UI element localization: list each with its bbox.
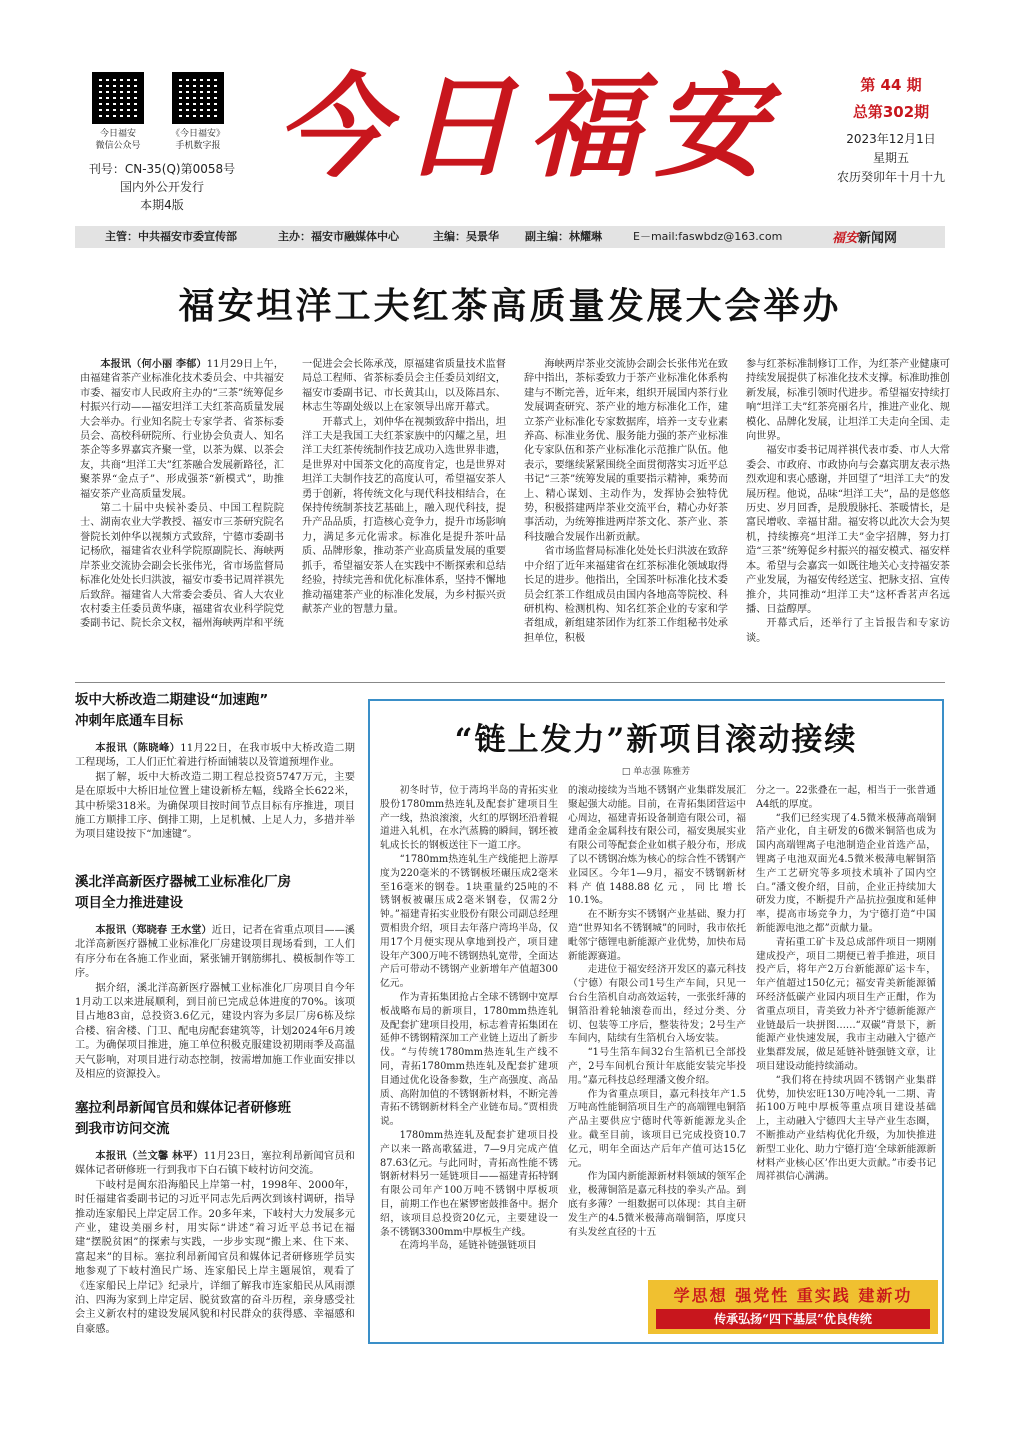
featured-p4: 1780mm热连轧及配套扩建项目投产以来一路高歌猛进，7—9月完成产值87.63亿元。与此同时，青拓高性能不锈钢新材料另一延链项目——福建青拓特钢有限公司年产100万吨不锈钢中厚板项目，前期工作也在紧锣密鼓推备中。据介绍，该项目总投资20亿元，主要建设一条不锈钢3300mm中厚板生产线。 [380,1129,558,1238]
main-headline: 福安坦洋工夫红茶高质量发展大会举办 [178,286,842,327]
side-news-1-body [75,742,355,843]
main-story-col2 [302,358,506,617]
side-news-3-body [75,1150,355,1337]
featured-p3: 作为青拓集团抢占全球不锈钢中宽厚板战略布局的新项目，1780mm热连轧及配套扩建项目投用，标志着青拓集团在延伸不锈钢精深加工产业链上迈出了新步伐。“与传统1780mm热连轧生产线不同，青拓1780mm热连轧及配套扩建项目通过优化设备参数，生产高强度、高品质、高附加值的不锈钢新材料，不断完善青拓不锈钢新材料全产业链布局。”贾相贵说。 [380,991,558,1128]
featured-p7: 在不断夯实不锈钢产业基础、聚力打造“世界知名不锈钢城”的同时，我市依托毗邻宁德锂电新能源产业优势，加快布局新能源赛道。 [568,909,746,962]
side-news-3-p2: 下岐村是闽东沿海船民上岸第一村，1998年、2000年，时任福建省委副书记的习近平同志先后两次到该村调研，指导推动连家船民上岸定居工作。20多年来，下岐村大力发展多元产业，建设美丽乡村，用实际“讲述”着习近平总书记在福建“摆脱贫困”的探索与实践，一步步实现“搬上来、住下来、富起来”的目标。塞拉利昂新闻官员和媒体记者研修班学员实地参观了下岐村渔民广场、连家船民上岸主题展馆，观看了《连家船民上岸记》纪录片，详细了解我市连家船民从风雨漂泊、四海为家到上岸定居、脱贫致富的奋斗历程，亲身感受社会主义新农村的建设发展风貌和村民群众的获得感、幸福感和自豪感。 [75,1179,355,1335]
side-news-1-title [75,690,355,732]
qr2-caption [160,128,236,152]
main-story-p1: 11月29日上午，由福建省茶产业标准化技术委员会、中共福安市委、福安市人民政府主办的“三茶”统筹促乡村振兴行动——福安坦洋工夫红茶高质量发展大会举办。行业知名院士专家学者、省茶标委员会、高校科研院所、行业协会负责人、知名茶企等多界嘉宾齐聚一堂，以茶为媒、以茶会友，共商“坦洋工夫”红茶融合发展新路径，汇聚茶界“金点子”、形成强茶“新模式”，助推福安茶产业高质量发展。 [80,359,284,500]
deputy-editor-label: 副主编：林耀琳 [525,230,602,243]
publication-number: 刊号：CN-35(Q)第0058号 [88,162,236,176]
main-story-col3 [524,358,728,646]
main-story-p5: 海峡两岸茶业交流协会副会长张伟光在致辞中指出，茶标委致力于茶产业标准化体系构建与不断完善，近年来，组织开展国内茶行业发展调查研究、茶产业的地方标准化工作，建立茶产业标准化专家数据库，培养一支专业素养高、标准业务优、服务能力强的茶产业标准化专家队伍和茶产业标准化示范推广队伍。他表示，要继续紧紧围绕全面贯彻落实习近平总书记“三茶”统筹发展的重要指示精神，乘势而上、精心谋划、主动作为，发挥协会独特优势，积极搭建两岸茶业交流平台，精心办好茶事活动，为统筹推进两岸茶文化、茶产业、茶科技融合发展作出新贡献。 [524,359,728,543]
side-news-1-p1: 11月22日，在我市坂中大桥改造二期工程现场，工人们正忙着进行桥面铺装以及管道预埋作业。 [75,743,355,769]
featured-p8: 走进位于福安经济开发区的嘉元科技（宁德）有限公司1号生产车间，只见一台台生箔机自动高效运转，一张张纤薄的铜箔沿着轮轴滚卷而出，经过分类、分切、包装等工序后，整装待发；2号生产车间内，陆续有生箔机台入场安装。 [568,964,746,1045]
side-news-3-tag: 本报讯（兰文馨 林平） [95,1151,204,1162]
masthead-logo: 今日福安 [276,62,780,193]
slogan-banner [648,1280,938,1334]
side-news-2-tag: 本报讯（郑晓春 王水堂） [95,925,212,936]
main-story-p7: 参与红茶标准制修订工作，为红茶产业健康可持续发展提供了标准化技术支撑。标准助推创新发展，标准引领时代进步。希望福安持续打响“坦洋工夫”红茶亮丽名片，推进产业化、规模化、品牌化发展，让坦洋工夫走向全国、走向世界。 [746,359,950,443]
featured-p6: 的滚动接续为当地不锈钢产业集群发展汇聚起强大动能。目前，在青拓集团营运中心周边，福建青拓设备制造有限公司，福建甬金金属科技有限公司，福安奥展实业有限公司等配套企业如棋子般分布，形成了以不锈钢冶炼为核心的综合性不锈钢产业园区。今年1—9月，福安不锈钢新材料产值1488.88亿元，同比增长10.1%。 [568,785,746,907]
section-divider [75,682,945,683]
digital-paper-qr-code [172,72,224,124]
side-news-1 [75,690,355,843]
featured-p5: 在湾坞半岛，延链补链强链项目 [399,1240,537,1252]
side-news-2-body [75,924,355,1082]
side-news-3 [75,1098,355,1337]
featured-p2: “1780mm热连轧生产线能把上游厚度为220毫米的不锈钢板坯碾压成2毫米至16毫米的钢卷。1块重量约25吨的不锈钢板被碾压成2毫米钢卷，仅需2分钟。”福建青拓实业股份有限公司副总经理贾相贵介绍，项目去年落户湾坞半岛，仅用17个月便实现从拿地到投产，项目建设年产300万吨不锈钢热轧宽带，全面达产后可带动不锈钢产业新增年产值超300亿元。 [380,853,558,990]
side-news-1-tag: 本报讯（陈晓峰） [95,743,181,754]
publication-info [82,160,242,214]
issue-info [826,74,956,187]
slogan-line2: 传承弘扬“四下基层”优良传统 [656,1309,930,1329]
distribution-note: 国内外公开发行 [119,180,204,194]
qr2-caption-line1: 《今日福安》 [170,129,225,139]
news-net-logo-text: 新闻网 [858,231,898,246]
side-news-3-p1: 11月23日，塞拉利昂新闻官员和媒体记者研修班一行到我市下白石镇下岐村访问交流。 [75,1151,355,1177]
host-label: 主办：福安市融媒体中心 [278,230,399,243]
editor-label: 主编：吴景华 [433,230,499,243]
total-issue-number: 总第302期 [852,103,930,121]
featured-p9: “1号生箔车间32台生箔机已全部投产，2号车间机台预计年底能安装完毕投用。”嘉元科技总经理潘文俊介绍。 [568,1047,746,1086]
main-story-p2: 第二十届中央候补委员、中国工程院院士、湖南农业大学教授、福安市三茶研究院名誉院长刘仲华以视频方式致辞，宁德市委副书记杨欣，福建省农业科学院原副院长、海峡两岸茶业交流协会副会长张伟光，省市场监督局标准化处处长归洪波，福安市委书记周祥祺先后致辞。福建省人大常委会委员、省人大农业农村委主任委员黄华康，福建省农业科学院党委副书记、院长余文权，福州海峡两岸和平统 [80,503,284,630]
featured-p14: 青拓重工矿卡及总成部件项目一期刚建成投产，项目二期便已着手推进，项目投产后，将年产2万台新能源矿运卡车，年产值超过150亿元；福安青美新能源循环经济低碳产业园内项目生产正酣，作为省重点项目，青美致力补齐宁德新能源产业链最后一块拼图……“双碳”背景下，新能源产业快速发展，我市主动融入宁德产业集群发展，做足延链补链强链文章，让项目建设动能持续涌动。 [756,936,936,1072]
side-news-1-title-line1: 坂中大桥改造二期建设“加速跑” [75,692,269,708]
main-story-p6: 省市场监督局标准化处处长归洪波在致辞中介绍了近年来福建省在红茶标准化领域取得长足的进步。他指出，全国茶叶标准化技术委员会红茶工作组成员由国内各地高等院校、科研机构、检测机构、知名红茶企业的专家和学者组成，新组建茶团作为红茶工作组秘书处承担单位，积极 [524,546,728,644]
issue-number: 第 44 期 [860,76,922,94]
main-story-col1 [80,358,284,632]
qr1-caption-line2: 微信公众号 [95,141,141,151]
side-news-2-title-line2: 项目全力推进建设 [75,895,183,911]
side-news-2-title [75,872,355,914]
sponsor-label: 主管：中共福安市委宣传部 [105,230,237,243]
qr1-caption [80,128,156,152]
featured-p12: 分之一。22张叠在一起，相当于一张普通A4纸的厚度。 [756,785,936,810]
featured-p13: “我们已经实现了4.5微米极薄高端铜箔产业化，自主研发的6微米铜箔也成为国内高端锂离子电池制造企业首选产品，锂离子电池双面光4.5微米极薄电解铜箔生产工艺研究等多项技术填补了国内空白。”潘文俊介绍，目前，企业正持续加大研发力度，不断提升产品抗拉强度和延伸率，提高市场竞争力，为宁德打造“中国新能源电池之都”贡献力量。 [756,812,936,934]
news-net-logo-mark: 福安 [832,231,859,246]
side-news-3-title [75,1098,355,1140]
masthead-info-bar [75,226,945,248]
wechat-qr-code [92,72,144,124]
issue-date: 2023年12月1日 [846,132,936,146]
side-news-1-title-line2: 冲刺年底通车目标 [75,713,183,729]
featured-story-byline: □ 单志强 陈雅芳 [621,767,691,777]
side-news-2 [75,872,355,1082]
side-news-3-title-line1: 塞拉利昂新闻官员和媒体记者研修班 [75,1100,291,1116]
featured-p10: 作为省重点项目，嘉元科技年产1.5万吨高性能铜箔项目生产的高端锂电铜箔产品主要供应宁德时代等新能源龙头企业。截至目前，该项目已完成投资10.7亿元，明年全面达产后年产值可达15亿元。 [568,1088,746,1169]
featured-p11: 作为国内新能源新材料领域的领军企业，极薄铜箔是嘉元科技的拳头产品。到底有多薄？一组数据可以体现：其自主研发生产的4.5微米极薄高端铜箔，厚度只有头发丝直径的十五 [568,1171,746,1238]
side-news-2-title-line1: 溪北洋高新医疗器械工业标准化厂房 [75,874,291,890]
featured-story-title: “链上发力”新项目滚动接续 [454,722,858,758]
main-story-col4 [746,358,950,646]
qr2-caption-line2: 手机数字报 [175,141,221,151]
featured-col2 [568,784,746,1239]
main-story-p3: 一促进会会长陈承茂，原福建省质量技术监督局总工程师、省茶标委员会主任委员刘绍文，福安市委副书记、市长黄其山，以及陈昌东、林志生等副处级以上在家领导出席开幕式。 [302,359,506,414]
featured-col3 [756,784,936,1184]
main-story-p8: 福安市委书记周祥祺代表市委、市人大常委会、市政府、市政协向与会嘉宾朋友表示热烈欢迎和衷心感谢，并回望了“坦洋工夫”的发展历程。他说，品味“坦洋工夫”，品的是悠悠历史、岁月回香，是殷殷脉托、茶暖情长，是富民增收、幸福甘甜。福安将以此次大会为契机，持续擦亮“坦洋工夫”金字招牌，努力打造“三茶”统筹促乡村振兴的福安模式、福安样本。希望与会嘉宾一如既往地关心支持福安茶产业发展，为福安传经送宝、把脉支招、宣传推介，共同推动“坦洋工夫”这杯香茗声名远播、日益醇厚。 [746,445,950,615]
page-count: 本期4版 [140,198,184,212]
side-news-3-title-line2: 到我市访问交流 [75,1121,170,1137]
featured-p15: “我们将在持续巩固不锈钢产业集群优势，加快宏旺130万吨冷轧一二期、青拓100万吨中厚板等重点项目建设基础上，主动融入宁德四大主导产业生态圈，不断推动产业结构优化升级，为加快推进新型工业化、助力宁德打造‘全球新能源新材料产业核心区’作出更大贡献。”市委书记周祥祺信心满满。 [756,1074,936,1183]
side-news-1-p2: 据了解，坂中大桥改造二期工程总投资5747万元，主要是在原坂中大桥旧址位置上建设新桥左幅，线路全长622米，其中桥梁318米。为确保项目按时间节点目标有序推进，项目施工方顺排工序、倒排工期，上足机械、上足人力，多措并举为项目建设按下“加速键”。 [75,771,355,841]
news-net-logo[interactable] [832,227,897,246]
slogan-line1: 学思想 强党性 重实践 建新功 [673,1286,913,1305]
side-news-2-p1: 近日，记者在省重点项目——溪北洋高新医疗器械工业标准化厂房建设项目现场看到，工人们有序分布在各施工作业面，紧张铺开钢筋绑扎、模板制作等工序。 [75,925,355,980]
qr1-caption-line1: 今日福安 [99,129,136,139]
email-label[interactable]: E－mail:faswbdz@163.com [633,230,783,243]
lunar-date: 农历癸卯年十月十九 [836,170,945,184]
featured-col1 [380,784,558,1253]
main-story-tag: 本报讯（何小丽 李郁） [100,359,207,370]
featured-p1: 初冬时节，位于湾坞半岛的青拓实业股份1780mm热连轧及配套扩建项目生产一线，热浪滚滚，火红的厚钢坯沿着辊道进入轧机，在水汽蒸腾的瞬间，钢坯被轧成长长的钢板送往下一道工序。 [380,785,558,852]
main-story-p4: 开幕式上，刘仲华在视频致辞中指出，坦洋工夫是我国工夫红茶家族中的闪耀之星，坦洋工夫红茶传统制作技艺成功入选世界非遗，是世界对中国茶文化的高度肯定，也是世界对坦洋工夫制作技艺的高度认可，希望福安茶人勇于创新，将传统文化与现代科技相结合，在保持传统制茶技艺基础上，融入现代科技，提升产品品质，打造核心竞争力，提升市场影响力，满足多元化需求。标准化是提升茶叶品质、品牌形象，推动茶产业高质量发展的重要抓手，希望福安茶人在实践中不断探索和总结经验，持续完善和优化标准体系，坚持不懈地推动福建茶产业的标准化发展，为乡村振兴贡献茶产业的智慧力量。 [302,416,506,615]
main-story-p9: 开幕式后，还举行了主旨报告和专家访谈。 [746,618,950,644]
issue-weekday: 星期五 [872,151,909,165]
side-news-2-p2: 据介绍，溪北洋高新医疗器械工业标准化厂房项目自今年1月动工以来进展顺利，到目前已完成总体进度的70%。该项目占地83亩，总投资3.6亿元，建设内容为多层厂房6栋及综合楼、宿舍楼、门卫、配电房配套建筑等，计划2024年6月竣工。为确保项目推进，施工单位积极克服建设初期雨季及高温天气影响，对项目进行动态控制，按需增加施工作业面安排以及相应的资源投入。 [75,982,355,1081]
